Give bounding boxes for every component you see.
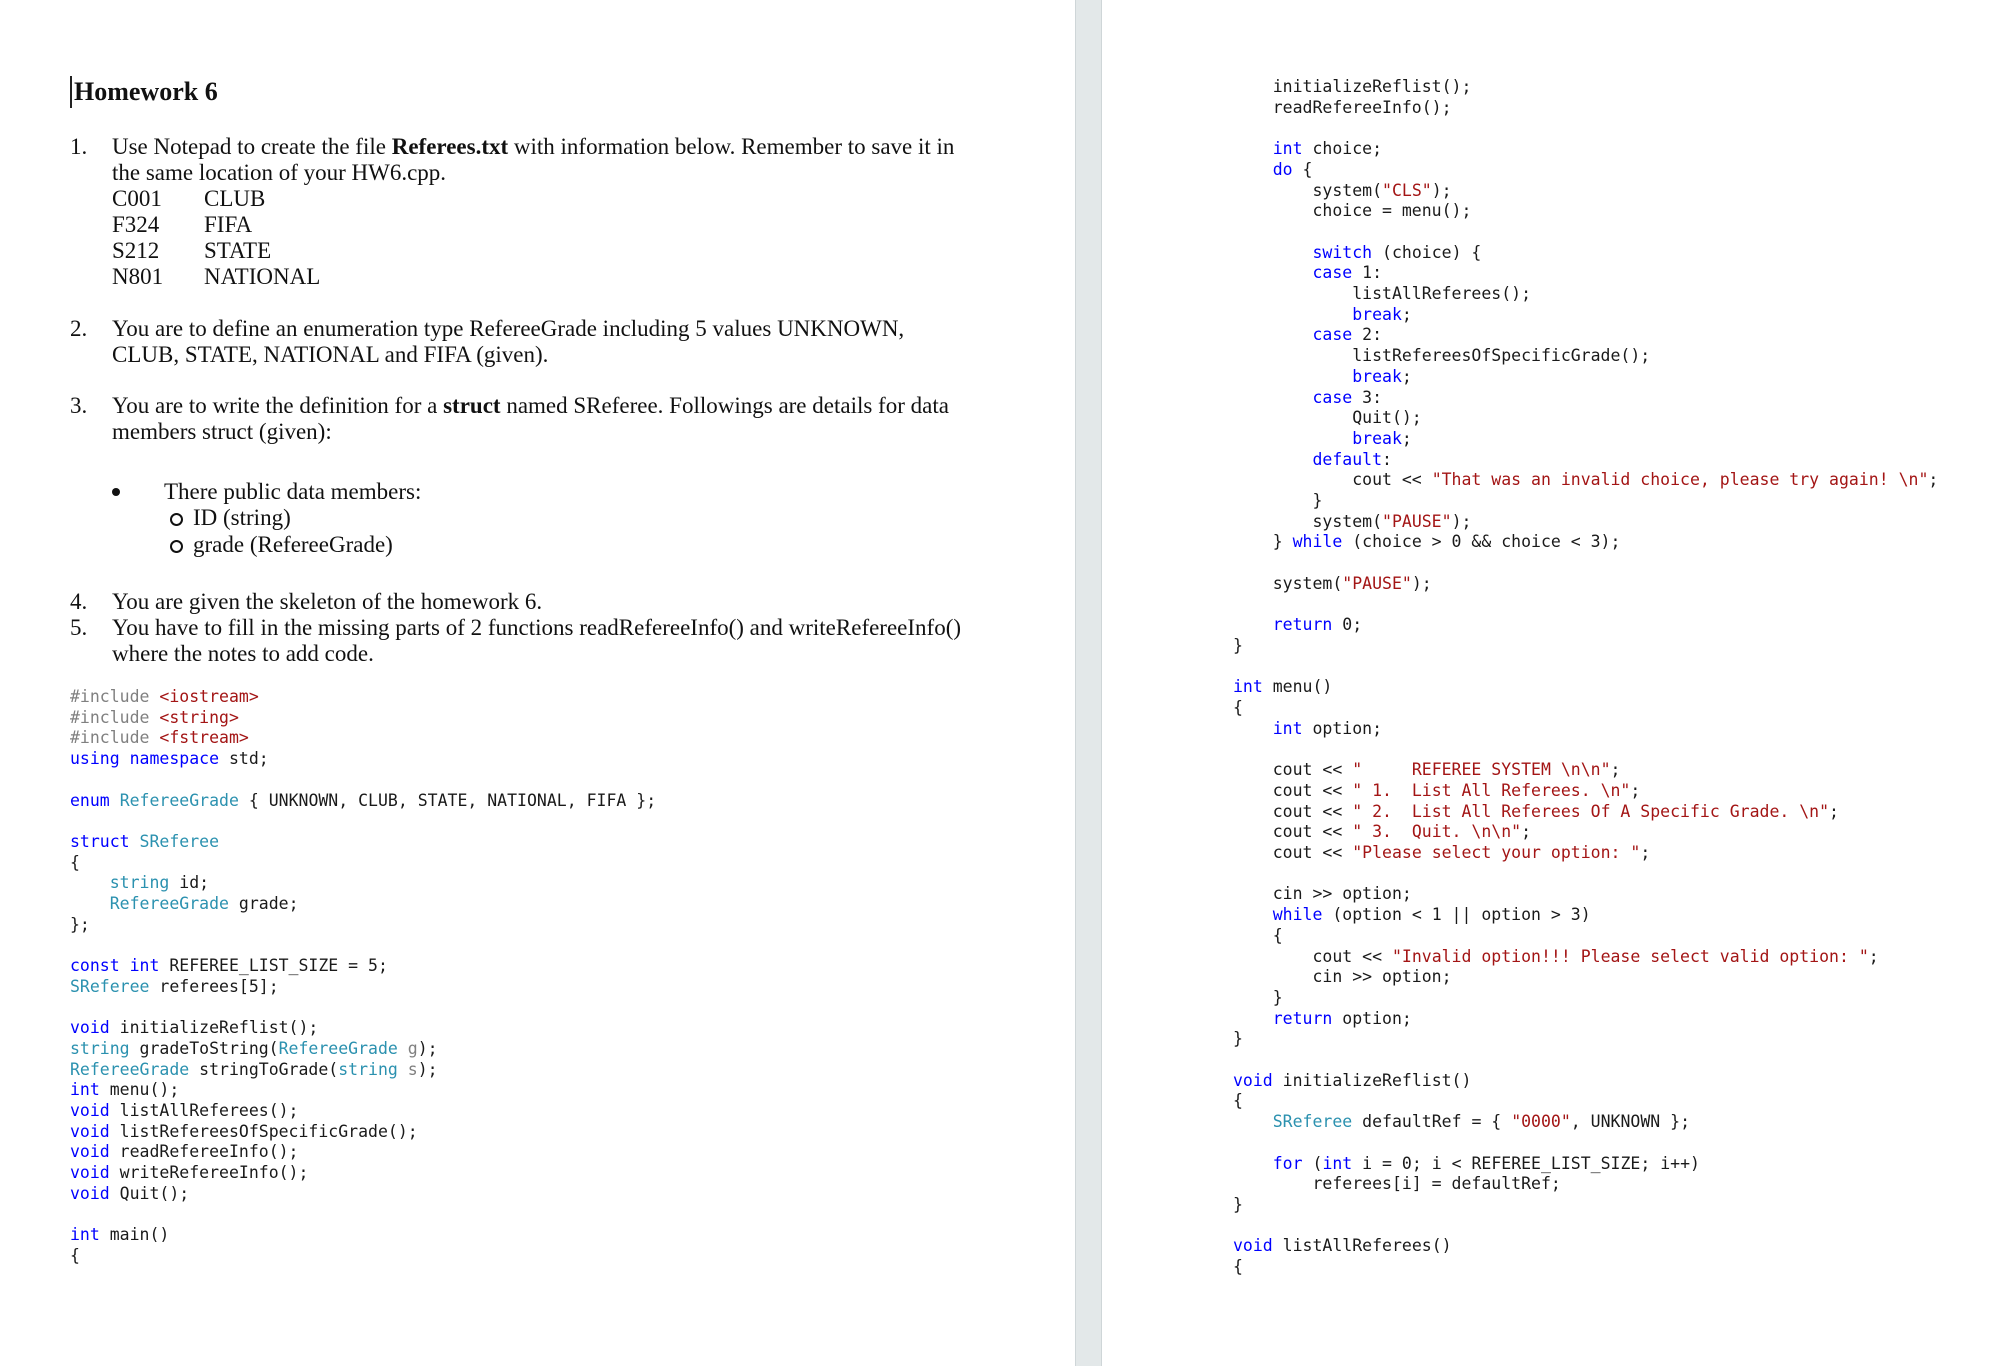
page-right xyxy=(1102,0,2002,1366)
table-row: N801 NATIONAL xyxy=(112,264,321,289)
item-number: 1. xyxy=(70,134,88,159)
page-gutter xyxy=(1075,0,1102,1366)
sub-bullet-item: ID (string) xyxy=(170,505,291,531)
document-title: Homework 6 xyxy=(70,76,218,108)
circle-bullet-icon xyxy=(170,513,183,526)
page-left: Homework 6 1. Use Notepad to create the file Referees.txt with information below. Remember to save it in the same location of your HW6.cpp. C001 CLUB F324 FIFA S212 STATE N801 NATIONAL 2. You are to define an enumeration type RefereeGrade including 5 values UNKNOWN, CLUB, STATE, NATIONAL and FIFA (given). 3. You are to write the definition for a struct named SReferee. Followings are details for data members struct (given): There public data members: ID (string) grade (RefereeGrade) 4. You are given the skeleton of the homework 6. 5. You have to fill in the missing parts of 2 functions readRefereeInfo() and writeRefereeInfo() where the notes to add code. #include <iostream> #include <string> #include <fstream> using namespace std; enum RefereeGrade { UNKNOWN, CLUB, STATE, NATIONAL, FIFA }; struct SReferee { string id; RefereeGrade grade; }; const int REFEREE_LIST_SIZE = 5; SReferee referees[5]; void initializeReflist(); string gradeToString(RefereeGrade g); RefereeGrade stringToGrade(string s); int menu(); void listAllReferees(); void listRefereesOfSpecificGrade(); void readRefereeInfo(); void writeRefereeInfo(); void Quit(); int main() { xyxy=(0,0,1075,1366)
sub-bullet-item: grade (RefereeGrade) xyxy=(170,532,393,558)
table-row: S212 STATE xyxy=(112,238,272,263)
bullet-icon xyxy=(112,488,120,496)
table-row: C001 CLUB xyxy=(112,186,266,211)
bold-filename: Referees.txt xyxy=(391,134,509,159)
code-block-right: initializeReflist(); readRefereeInfo(); int choice; do { system("CLS"); choice = menu(); switch (choice) { case 1: listAllReferees(); break; case 2: listRefereesOfSpecificGrade(); break; case 3: Quit(); break; default: cout << "That was an invalid choice, please try again! \n"; } system("PAUSE"); } while (choice > 0 && choice < 3); system("PAUSE"); return 0; } int menu() { int option; cout << " REFEREE SYSTEM \n\n"; cout << " 1. List All Referees. \n"; cout << " 2. List All Referees Of A Specific Grade. \n"; cout << " 3. Quit. \n\n"; cout << "Please select your option: "; cin >> option; while (option < 1 || option > 3) { cout << "Invalid option!!! Please select valid option: "; cin >> option; } return option; } void initializeReflist() { SReferee defaultRef = { "0000", UNKNOWN }; for (int i = 0; i < REFEREE_LIST_SIZE; i++) referees[i] = defaultRef; } void listAllReferees() { xyxy=(1233,77,1939,1277)
table-row: F324 FIFA xyxy=(112,212,253,237)
code-block-left: #include <iostream> #include <string> #include <fstream> using namespace std; enum RefereeGrade { UNKNOWN, CLUB, STATE, NATIONAL, FIFA }; struct SReferee { string id; RefereeGrade grade; }; const int REFEREE_LIST_SIZE = 5; SReferee referees[5]; void initializeReflist(); string gradeToString(RefereeGrade g); RefereeGrade stringToGrade(string s); int menu(); void listAllReferees(); void listRefereesOfSpecificGrade(); void readRefereeInfo(); void writeRefereeInfo(); void Quit(); int main() { xyxy=(70,687,657,1265)
circle-bullet-icon xyxy=(170,540,183,553)
